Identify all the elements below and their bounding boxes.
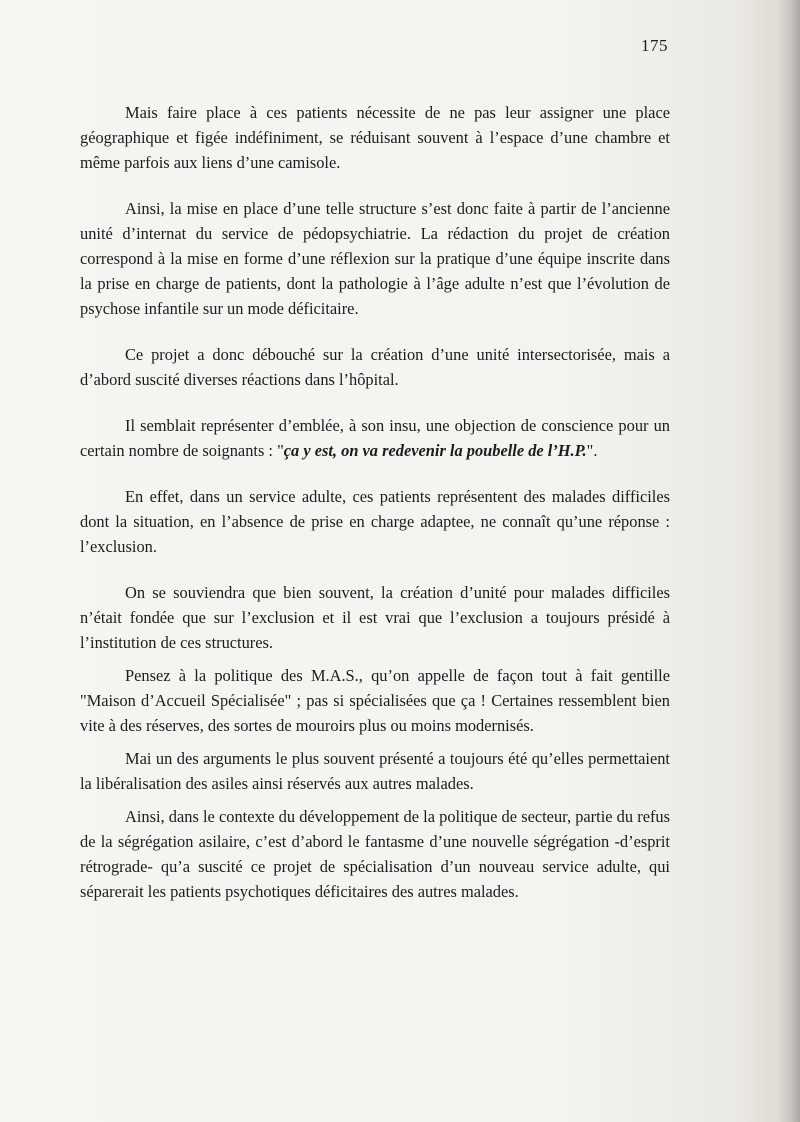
paragraph-3: Ce projet a donc débouché sur la création d’une unité intersectorisée, mais a d’abord suscité diverses réactions dans l’hôpital. (80, 345, 670, 389)
paragraph-9: Ainsi, dans le contexte du développement de la politique de secteur, partie du refus de la ségrégation asilaire, c’est d’abord le fantasme d’une nouvelle ségrégation -d’esprit rétrograde- qu’a suscité ce projet de spécialisation d’un nouveau service adulte, qui séparerait les patients psychotiques déficitaires des autres malades. (80, 807, 670, 901)
paragraph-4-end: ". (586, 441, 598, 460)
paragraph-2: Ainsi, la mise en place d’une telle structure s’est donc faite à partir de l’ancienne unité d’internat du service de pédopsychiatrie. La rédaction du projet de création correspond à la mise en forme d’une réflexion sur la pratique d’une équipe inscrite dans la prise en charge de patients, dont la pathologie à l’âge adulte n’est que l’évolution de psychose infantile sur un mode déficitaire. (80, 199, 670, 318)
paragraph-6: On se souviendra que bien souvent, la création d’unité pour malades difficiles n’était fondée que sur l’exclusion et il est vrai que l’exclusion a toujours présidé à l’institution de ces structures. (80, 583, 670, 652)
paragraph-4 (80, 413, 670, 463)
paragraph-8: Mai un des arguments le plus souvent présenté a toujours été qu’elles permettaient la libéralisation des asiles ainsi réservés aux autres malades. (80, 749, 670, 793)
paragraph-5: En effet, dans un service adulte, ces patients représentent des malades difficiles dont la situation, en l’absence de prise en charge adaptee, ne connaît qu’une réponse : l’exclusion. (80, 487, 670, 556)
paragraph-7: Pensez à la politique des M.A.S., qu’on appelle de façon tout à fait gentille "Maison d’Accueil Spécialisée" ; pas si spécialisées que ça ! Certaines ressemblent bien vite à des réserves, des sortes de mouroirs plus ou moins modernisés. (80, 666, 670, 735)
paragraph-4-text: Il semblait représenter d’emblée, à son insu, une objection de conscience pour un certain nombre de soignants : " (80, 416, 670, 460)
paragraph-1: Mais faire place à ces patients nécessite de ne pas leur assigner une place géographique et figée indéfiniment, se réduisant souvent à l’espace d’une chambre et même parfois aux liens d’une camisole. (80, 103, 670, 172)
page-body (80, 100, 670, 904)
page-spine-shadow (778, 0, 800, 1122)
page-number: 175 (641, 36, 668, 55)
quoted-phrase: ça y est, on va redevenir la poubelle de l’H.P. (283, 441, 587, 460)
